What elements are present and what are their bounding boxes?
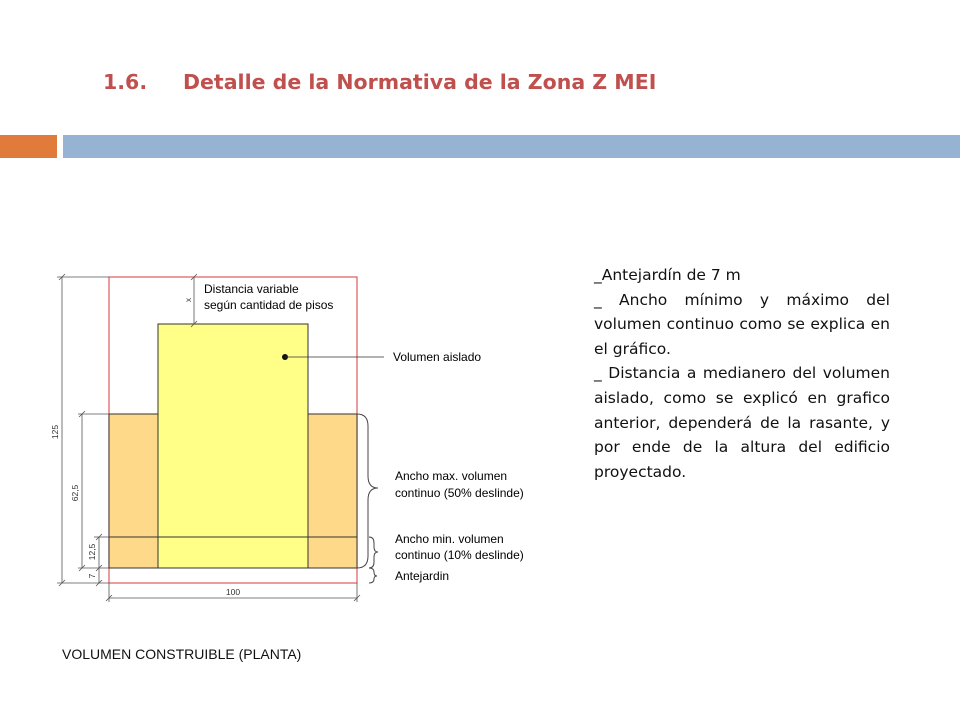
dim-100-label: 100	[225, 587, 241, 597]
distance-label-2: según cantidad de pisos	[204, 298, 334, 312]
side-volume-right	[308, 414, 357, 568]
ancho-max-label-1: Ancho max. volumen	[395, 469, 508, 483]
notes-list	[594, 263, 890, 484]
central-volume	[158, 324, 308, 568]
note-item: _ Distancia a medianero del volumen aislado, como se explicó en grafico anterior, dependerá de la rasante, y por ende de la altura del edificio proyectado.	[594, 364, 890, 481]
dim-62-5-label: 62,5	[70, 484, 80, 502]
dim-variable-label: x	[183, 297, 193, 303]
volumen-aislado-label: Volumen aislado	[393, 350, 482, 364]
note-item: _ Ancho mínimo y máximo del volumen continuo como se explica en el gráfico.	[594, 290, 890, 358]
ancho-min-label-2: continuo (10% deslinde)	[395, 548, 524, 562]
side-volume-left	[109, 414, 158, 568]
ancho-max-label-2: continuo (50% deslinde)	[395, 486, 524, 500]
title-text: Detalle de la Normativa de la Zona Z MEI	[183, 70, 657, 94]
dim-12-5-label: 12,5	[87, 543, 97, 561]
dim-7-label: 7	[87, 573, 97, 579]
title-number: 1.6.	[103, 70, 148, 94]
max-brace	[357, 414, 378, 568]
min-brace	[369, 537, 378, 568]
diagram-caption: VOLUMEN CONSTRUIBLE (PLANTA)	[62, 646, 302, 662]
distance-label-1: Distancia variable	[204, 282, 299, 296]
dim-125	[57, 274, 109, 586]
note-item: _Antejardín de 7 m	[594, 266, 741, 284]
front-yard-brace	[369, 568, 377, 583]
ancho-min-label-1: Ancho min. volumen	[395, 532, 504, 546]
dim-125-label: 125	[50, 424, 60, 440]
antejardin-label: Antejardin	[395, 569, 450, 583]
